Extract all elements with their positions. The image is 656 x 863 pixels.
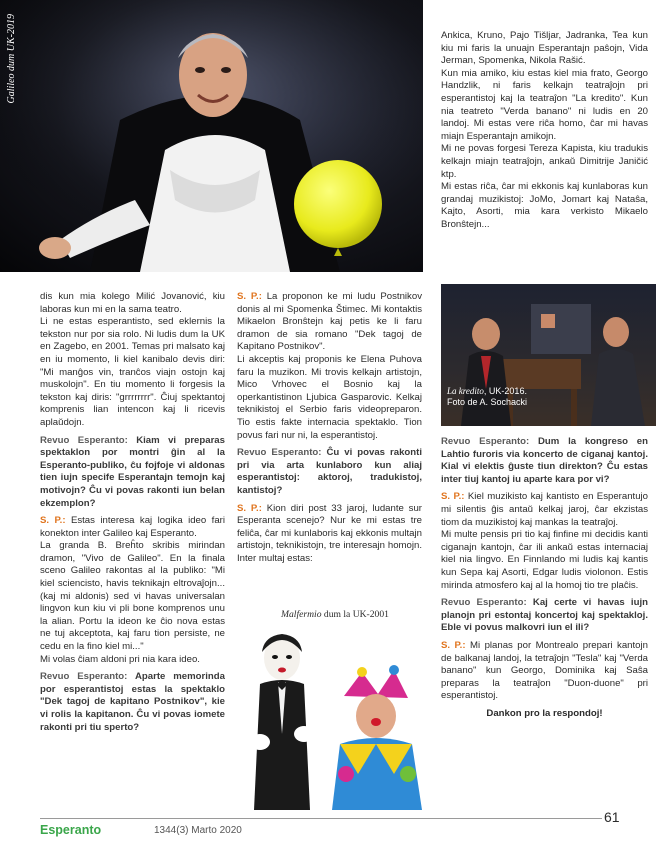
- paragraph: dis kun mia kolego Milić Jovanović, kiu laboras kun mi en la sama teatro.: [40, 291, 225, 315]
- caption-credit: Foto de A. Sochacki: [447, 397, 528, 407]
- speaker-label: S. P.:: [237, 291, 262, 302]
- page-number: 61: [604, 809, 620, 825]
- speaker-label: Revuo Esperanto:: [441, 436, 530, 447]
- galileo-stage-photo: [0, 0, 423, 272]
- question: [441, 597, 648, 635]
- caption-rest: dum la UK-2001: [321, 609, 389, 620]
- paragraph: Mi volas ĉiam aldoni pri nia kara ideo.: [40, 653, 200, 665]
- speaker-label: Revuo Esperanto:: [441, 597, 527, 609]
- paragraph: Mi ne povas forgesi Tereza Kapista, kiu tradukis kelkajn miajn teatraĵojn, ankaŭ Dimitrije Janičić ktp.: [441, 143, 648, 180]
- malfermio-caption: [281, 609, 389, 620]
- malfermio-photos: [240, 624, 430, 810]
- answer-text: La proponon ke mi ludu Postnikov donis al mi Spomenka Štimec. Mi kontaktis Mikaelon Bronŝtejn kaj petis ke li faru dramon de sia romano "Dek tagoj de Kapitano Postnikov".: [237, 291, 422, 353]
- answer: [237, 503, 422, 566]
- footer-divider: [40, 818, 602, 819]
- column-3: [441, 436, 648, 720]
- speaker-label: S. P.:: [40, 515, 66, 527]
- speaker-label: S. P.:: [237, 502, 262, 514]
- speaker-label: Revuo Esperanto:: [237, 447, 322, 459]
- footer-issue: 1344(3) Marto 2020: [154, 825, 242, 836]
- speaker-label: Revuo Esperanto:: [40, 671, 128, 683]
- paragraph: Mi estas riĉa, ĉar mi ekkonis kaj kunlaboras kun grandaj muzikistoj: JoMo, Jomart kaj Nataŝa, Kajto, Asorti, mia kara verkisto Mikaelo Bronŝtejn...: [441, 181, 648, 230]
- right-column-top-text: [441, 30, 648, 232]
- answer: [237, 291, 422, 354]
- column-2: [237, 291, 422, 565]
- question-text: Kiam vi preparas spektaklon por montri ĝin al la Esperanto-publiko, ĉu fojfoje vi aldonas tien iujn specife Esperantajn temojn kaj motivojn? Ĉu vi povas rakonti iun belan ekzemplon?: [40, 434, 225, 509]
- caption-title: La kredito: [447, 386, 484, 396]
- paragraph: Li akceptis kaj proponis ke Elena Puhova faru la muzikon. Mi trovis kelkajn artistojn, Mico Vrhovec el Bosnio kaj la operkantistinon Ljubica Gasparovic. Kelkaj teknikistoj el Serbio faris videopreparon. Tio estis fakte internacia spektaklo. Tion povus fari nur ni, la esperantistoj.: [237, 353, 422, 441]
- question-text: Ĉu vi povas rakonti pri via arta kunlaboro kun aliaj esperantistoj: aktoroj, tradukistoj, kantistoj?: [237, 447, 422, 496]
- answer-text: Estas interesa kaj logika ideo fari konekton inter Galileo kaj Esperanto.: [40, 515, 225, 539]
- la-kredito-photo: [441, 284, 656, 426]
- galileo-photo-illustration: [0, 0, 423, 272]
- paragraph: Ankica, Kruno, Pajo Tišljar, Jadranka, Tea kun kiu mi faris la unuajn Esperantajn paŝojn, Vida Jerman, Spomenka, Nikola Rašić.: [441, 30, 648, 67]
- answer-text: Kion diri post 33 jaroj, ludante sur Esperanta scenejo? Nur ke mi estas tre feliĉa, ĉar mi kunlaboris kaj ekkonis multajn artistojn, teknikistojn, tre interesajn homojn. Inter multaj estas:: [237, 502, 422, 564]
- question-text: Kaj certe vi havas iujn planojn pri estontaj koncertoj kaj spektakloj. Eble vi povus malkovri iun el ili?: [441, 597, 648, 634]
- caption-title: Malfermio: [281, 609, 322, 620]
- caption-rest: , UK-2016.: [483, 386, 527, 396]
- speaker-label: S. P.:: [441, 639, 466, 651]
- paragraph: Kun mia amiko, kiu estas kiel mia frato, Georgo Handzlik, ni faris kelkajn teatraĵojn pri esperantistoj kaj la teatraĵon "La kredito". Kun nia teatreto "Verda banano" ni ludis en 20 landoj. Mi estas vere riĉa homo, ĉar mi havas miajn Esperantajn amikojn.: [441, 67, 648, 142]
- question-text: Aparte memorinda por esperantistoj estas la spektaklo "Dek tagoj de kapitano Postnikov", kie vi rolis la kapitanon. Ĉu vi povas iomete rakonti pri tiu sperto?: [40, 671, 225, 733]
- footer-brand: Esperanto: [40, 823, 102, 837]
- paragraph: Mi multe pensis pri tio kaj finfine mi decidis kanti ciganajn kantojn, ĉar ili ankaŭ estas internaciaj kiel nia lingvo. En Finnlando mi ludis kaj kantis kun Sepa kaj Asorti, Edgar ludis violonon. Estis mirinda atmosfero kaj al la homoj tio tre plaĉis.: [441, 529, 648, 591]
- question: [40, 435, 225, 511]
- speaker-label: Revuo Esperanto:: [40, 434, 128, 446]
- answer: [40, 515, 225, 540]
- answer: [441, 491, 648, 529]
- answer-text: Kiel muzikisto kaj kantisto en Esperantujo mi silentis ĝis antaŭ kelkaj jaroj, ĉar ekzistas tiom da muzikistoj kaj mankas la teatraĵoj.: [441, 491, 648, 528]
- question: [237, 447, 422, 497]
- paragraph: Li ne estas esperantisto, sed eklernis la tekston nur por sia rolo. Ni ludis dum la UK en Zagebo, en 2001. Temas pri malsato kaj en iu momento, li kiel kanibalo devis diri: "Mi manĝos vin, tranĉos viajn ostojn kaj muskolojn". En tiu momento li forgesis la tekston kaj diris: "grrrrrrrr". Ĉiuj spektantoj komprenis lian intencon kaj li ricevis aplaŭdojn.: [40, 316, 225, 428]
- la-kredito-caption: [447, 386, 527, 408]
- closing-line: Dankon pro la respondoj!: [486, 707, 603, 719]
- question: [441, 436, 648, 486]
- answer-text: Mi planas por Montrealo prepari kantojn de balkanaj landoj, la tetraĵojn "Tesla" kaj "Verda banano" kun Georgo, Dominika kaj Saŝa preparas la teatraĵon "Duon-duone" pri esperantistoj.: [441, 639, 648, 702]
- question-text: Dum la kongreso en Lahtio furoris via koncerto de ciganaj kantoj. Kial vi elektis ĝuste tiun direkton? Ĉu estas inter tiuj kantoj iu aparte kara por vi?: [441, 436, 648, 485]
- paragraph: La granda B. Breĥto skribis mirindan dramon, "Vivo de Galileo". En la finala sceno Galileo rakontas al la publiko: "Mi kiel sciencisto, havis teknikajn eltrovaĵojn... (kaj mi aldonis) sed vi havas universalan lingvon kun kiu vi pli bone komprenos unu la alian. Portu la ideon ke ĉio nova estas ne tuj akceptota, kaj faru tion persiste, ne cedu en la fino kiel mi...": [40, 540, 225, 653]
- speaker-label: S. P.:: [441, 491, 465, 503]
- malfermio-illustration: [240, 624, 430, 810]
- column-1: [40, 291, 225, 734]
- answer: [441, 640, 648, 703]
- question: [40, 671, 225, 734]
- photo-credit: Galileo dum UK-2019: [6, 14, 17, 104]
